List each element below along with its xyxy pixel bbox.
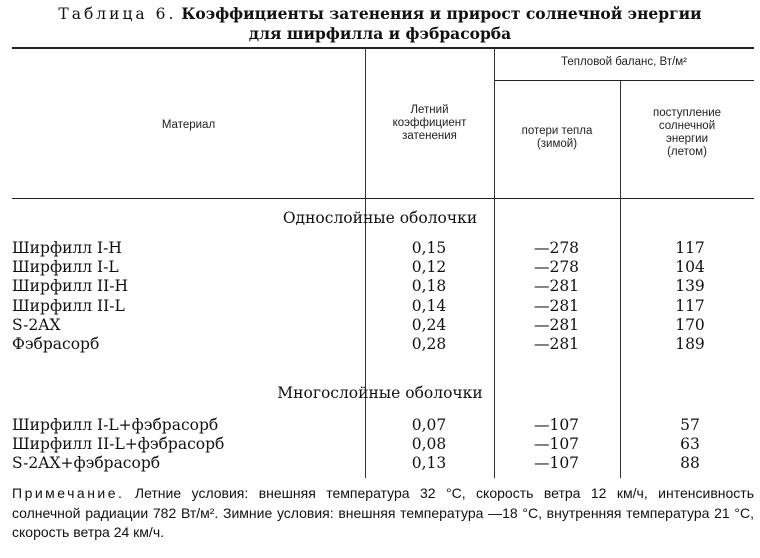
cell-heat-loss: —281 (533, 315, 580, 334)
table-footnote (12, 484, 754, 543)
cell-shading: 0,08 (411, 435, 447, 454)
header-heat-loss (494, 125, 620, 151)
cell-solar-gain: 139 (675, 277, 705, 296)
cell-material: S-2AX+фэбрасорб (12, 454, 161, 473)
cell-shading: 0,13 (411, 454, 447, 473)
table-row (0, 297, 760, 316)
cell-heat-loss: —278 (533, 258, 580, 277)
table-row (0, 435, 760, 454)
cell-solar-gain: 117 (675, 239, 705, 257)
header-heat-balance-label: Тепловой баланс, Вт/м² (560, 56, 688, 68)
table-row (0, 416, 760, 435)
cell-material: Ширфилл II-L+фэбрасорб (12, 435, 225, 454)
cell-material: Ширфилл II-L (12, 296, 125, 315)
table-row (0, 239, 760, 258)
cell-material: Фэбрасорб (12, 334, 100, 353)
cell-shading: 0,24 (411, 315, 447, 334)
cell-heat-loss: —281 (533, 296, 580, 315)
table-caption-line1: Коэффициенты затенения и прирост солнечной энергии (181, 4, 702, 23)
cell-solar-gain: 117 (675, 296, 705, 315)
table-row (0, 316, 760, 335)
section-title-single-layer: Однослойные оболочки (282, 209, 478, 227)
cell-material: Ширфилл I-L+фэбрасорб (12, 416, 219, 434)
header-shading-line: Летний (410, 104, 449, 116)
cell-shading: 0,07 (411, 416, 447, 434)
header-solar-gain-line: (летом) (667, 146, 707, 158)
table-row (0, 335, 760, 354)
footnote-text: Летние условия: внешняя температура 32 °С, скорость ветра 12 км/ч, интенсивность солнечной радиации 782 Вт/м². Зимние условия: внешняя температура —18 °С, внутренняя температура 21 °С, скорость ветра 24 км/ч. (12, 485, 754, 540)
header-shading-line: коэффициент (392, 117, 467, 129)
cell-heat-loss: —107 (533, 416, 580, 434)
header-solar-gain (620, 107, 754, 159)
table-top-rule (12, 47, 754, 49)
header-solar-gain-line: энергии (665, 133, 709, 145)
header-heat-balance (494, 56, 754, 69)
table-row (0, 258, 760, 277)
cell-solar-gain: 88 (680, 454, 700, 473)
cell-heat-loss: —281 (533, 334, 580, 353)
header-material (12, 119, 365, 132)
section-title-multi-layer: Многослойные оболочки (277, 384, 483, 402)
multi-layer-rows (0, 416, 760, 474)
header-shading (365, 104, 494, 143)
cell-heat-loss: —107 (533, 454, 580, 473)
header-shading-line: затенения (402, 130, 457, 142)
cell-shading: 0,18 (411, 277, 447, 296)
cell-material: Ширфилл I-H (12, 239, 122, 257)
header-bottom-rule (12, 198, 754, 199)
cell-material: S-2AX (12, 315, 61, 334)
table-row (0, 454, 760, 473)
footnote-label: Примечание. (12, 485, 125, 501)
table-row (0, 277, 760, 296)
header-heat-loss-line: (зимой) (536, 138, 578, 150)
header-solar-gain-line: солнечной (658, 120, 716, 132)
cell-heat-loss: —107 (533, 435, 580, 454)
single-layer-rows (0, 239, 760, 354)
cell-solar-gain: 170 (675, 315, 705, 334)
cell-solar-gain: 57 (680, 416, 700, 434)
header-material-label: Материал (161, 119, 216, 131)
heat-balance-subrule (494, 80, 754, 81)
cell-shading: 0,28 (411, 334, 447, 353)
cell-solar-gain: 63 (680, 435, 700, 454)
cell-heat-loss: —278 (533, 239, 580, 257)
table-title (0, 4, 760, 43)
cell-shading: 0,12 (411, 258, 447, 277)
cell-solar-gain: 189 (675, 334, 705, 353)
table-number: Таблица 6. (58, 5, 177, 23)
cell-shading: 0,15 (411, 239, 447, 257)
cell-shading: 0,14 (411, 296, 447, 315)
cell-heat-loss: —281 (533, 277, 580, 296)
header-heat-loss-line: потери тепла (521, 125, 593, 137)
cell-material: Ширфилл II-H (12, 277, 129, 296)
cell-solar-gain: 104 (675, 258, 705, 277)
header-solar-gain-line: поступление (652, 107, 722, 119)
table-caption-line2: для ширфилла и фэбрасорба (248, 24, 512, 43)
cell-material: Ширфилл I-L (12, 258, 119, 277)
